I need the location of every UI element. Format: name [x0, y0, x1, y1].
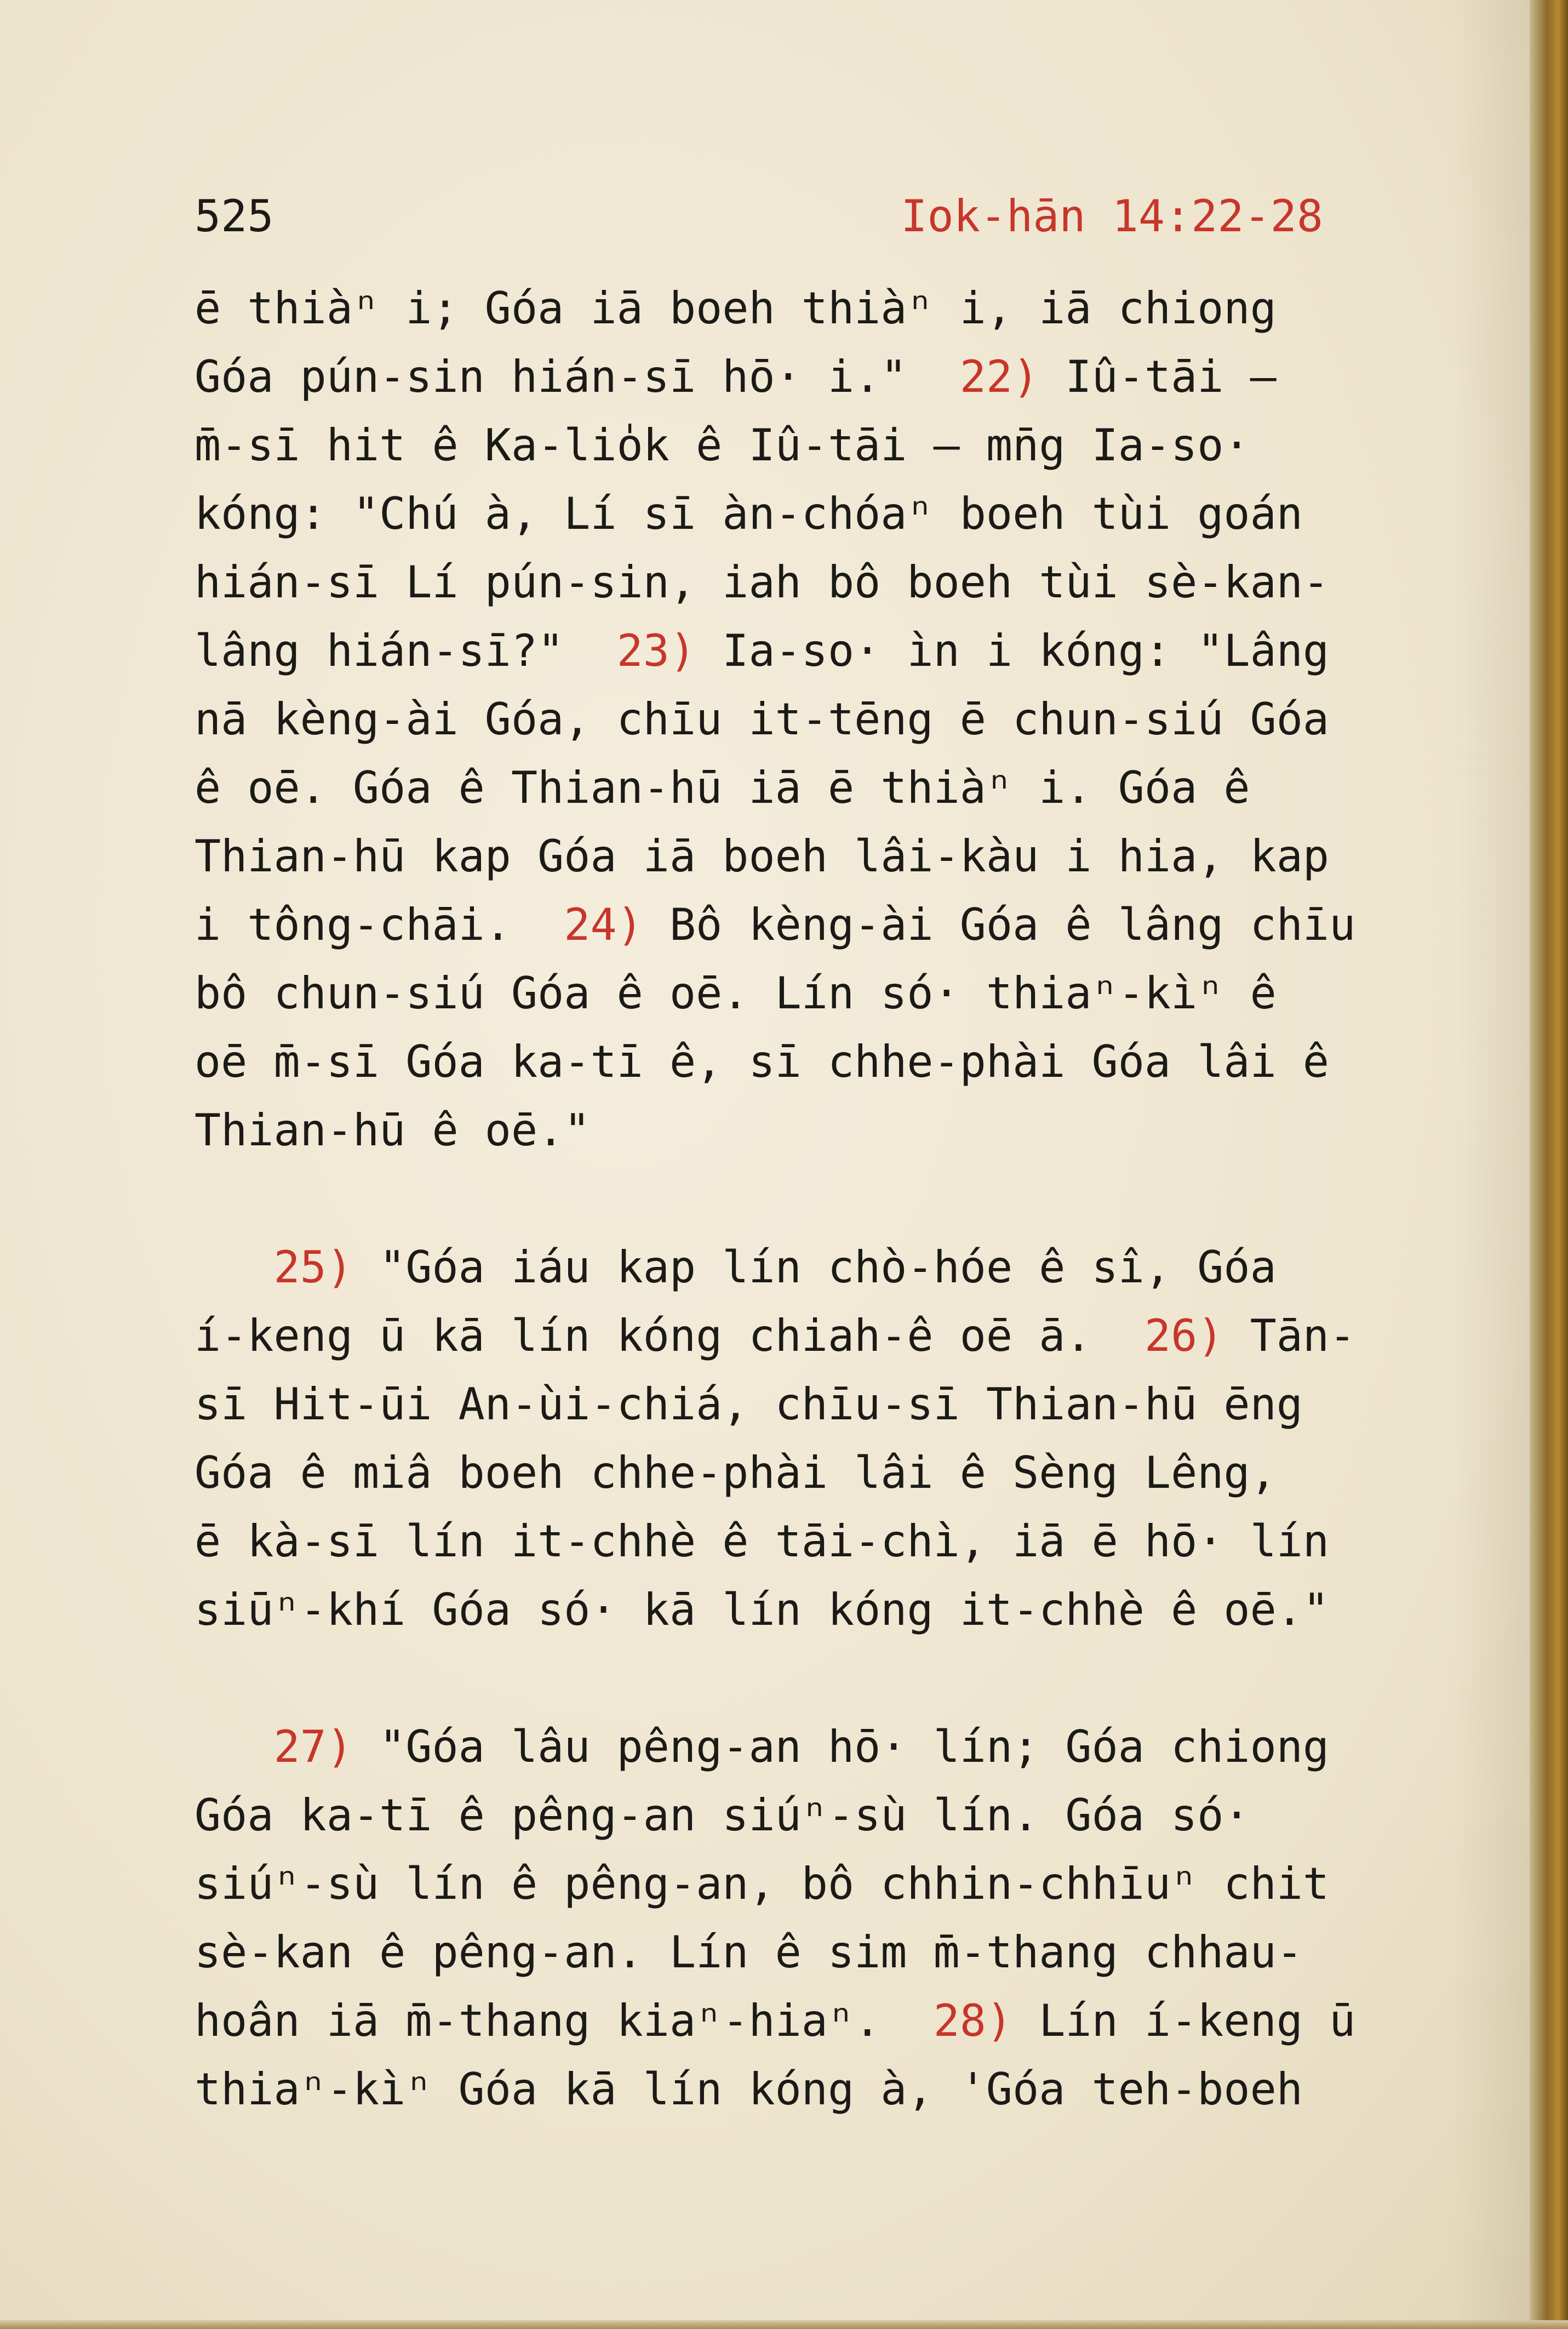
- text-run: "Góa lâu pêng-an hō· lín; Góa chiong: [353, 1721, 1330, 1772]
- text-line: [194, 411, 1427, 480]
- verse-number: 23): [616, 625, 696, 676]
- text-run: sī Hit-ūi An-ùi-chiá, chīu-sī Thian-hū ēng: [194, 1379, 1303, 1430]
- text-run: bô chun-siú Góa ê oē. Lín só· thiaⁿ-kìⁿ ê: [194, 968, 1277, 1019]
- text-line: [194, 1507, 1427, 1576]
- text-run: kóng: "Chú à, Lí sī àn-chóaⁿ boeh tùi goán: [194, 488, 1303, 539]
- text-run: [194, 1242, 274, 1293]
- text-run: Bô kèng-ài Góa ê lâng chīu: [643, 899, 1356, 950]
- text-run: thiaⁿ-kìⁿ Góa kā lín kóng à, 'Góa teh-boeh: [194, 2064, 1303, 2115]
- text-line: [194, 1233, 1427, 1302]
- text-run: lâng hián-sī?": [194, 625, 617, 676]
- text-line: [194, 548, 1427, 616]
- text-line: [194, 822, 1427, 891]
- text-run: Thian-hū ê oē.": [194, 1105, 591, 1156]
- text-line: [194, 1302, 1427, 1370]
- text-run: í-keng ū kā lín kóng chiah-ê oē ā.: [194, 1310, 1144, 1361]
- text-run: Góa ka-tī ê pêng-an siúⁿ-sù lín. Góa só·: [194, 1790, 1250, 1841]
- text-run: Thian-hū kap Góa iā boeh lâi-kàu i hia, kap: [194, 831, 1330, 882]
- text-line: [194, 274, 1427, 342]
- text-line: [194, 1781, 1427, 1850]
- text-run: i tông-chāi.: [194, 899, 564, 950]
- text-run: oē m̄-sī Góa ka-tī ê, sī chhe-phài Góa lâi ê: [194, 1036, 1330, 1087]
- text-line: [194, 1850, 1427, 1918]
- text-line: [194, 1987, 1427, 2055]
- text-run: Lín í-keng ū: [1012, 1995, 1356, 2046]
- text-run: hián-sī Lí pún-sin, iah bô boeh tùi sè-kan-: [194, 557, 1330, 608]
- text-run: m̄-sī hit ê Ka-lio̍k ê Iû-tāi — mn̄g Ia-so·: [194, 420, 1250, 471]
- verse-number: 22): [959, 351, 1039, 402]
- text-line: [194, 1028, 1427, 1096]
- verse-number: 26): [1144, 1310, 1224, 1361]
- text-line: [194, 685, 1427, 754]
- text-run: ê oē. Góa ê Thian-hū iā ē thiàⁿ i. Góa ê: [194, 762, 1250, 813]
- text-line: [194, 342, 1427, 411]
- verse-number: 28): [933, 1995, 1013, 2046]
- text-run: Iû-tāi —: [1039, 351, 1277, 402]
- text-run: "Góa iáu kap lín chò-hóe ê sî, Góa: [353, 1242, 1277, 1293]
- verse-number: 24): [564, 899, 643, 950]
- page-bottom-edge: [0, 2320, 1568, 2329]
- running-title: Iok-hān 14:22-28: [901, 191, 1323, 242]
- text-run: nā kèng-ài Góa, chīu it-tēng ē chun-siú Góa: [194, 694, 1330, 745]
- text-run: ē kà-sī lín it-chhè ê tāi-chì, iā ē hō· lín: [194, 1516, 1330, 1567]
- text-run: sè-kan ê pêng-an. Lín ê sim m̄-thang chhau-: [194, 1927, 1303, 1978]
- paragraph-gap: [194, 1644, 1427, 1713]
- page-number: 525: [194, 191, 274, 242]
- text-line: [194, 480, 1427, 548]
- text-line: [194, 2055, 1427, 2124]
- text-run: [194, 1721, 274, 1772]
- text-line: [194, 1918, 1427, 1987]
- verse-number: 27): [273, 1721, 353, 1772]
- text-line: [194, 754, 1427, 822]
- text-run: ē thiàⁿ i; Góa iā boeh thiàⁿ i, iā chiong: [194, 283, 1277, 334]
- text-line: [194, 616, 1427, 685]
- text-line: [194, 1438, 1427, 1507]
- text-run: siúⁿ-sù lín ê pêng-an, bô chhin-chhīuⁿ chit: [194, 1858, 1330, 1909]
- page-curve-shadow: [1453, 0, 1530, 2329]
- gilded-page-edge: [1530, 0, 1568, 2329]
- text-run: Góa ê miâ boeh chhe-phài lâi ê Sèng Lêng,: [194, 1447, 1277, 1498]
- text-line: [194, 891, 1427, 959]
- running-head: [194, 186, 1323, 247]
- text-line: [194, 1576, 1427, 1644]
- text-line: [194, 1713, 1427, 1781]
- text-line: [194, 1370, 1427, 1438]
- text-run: Ia-so· ìn i kóng: "Lâng: [696, 625, 1330, 676]
- text-line: [194, 959, 1427, 1028]
- text-run: Góa pún-sin hián-sī hō· i.": [194, 351, 960, 402]
- verse-number: 25): [273, 1242, 353, 1293]
- text-run: Tān-: [1223, 1310, 1356, 1361]
- scripture-text: [194, 274, 1427, 2124]
- text-run: siūⁿ-khí Góa só· kā lín kóng it-chhè ê oē.": [194, 1584, 1330, 1635]
- text-run: hoân iā m̄-thang kiaⁿ-hiaⁿ.: [194, 1995, 934, 2046]
- text-line: [194, 1096, 1427, 1164]
- paragraph-gap: [194, 1164, 1427, 1233]
